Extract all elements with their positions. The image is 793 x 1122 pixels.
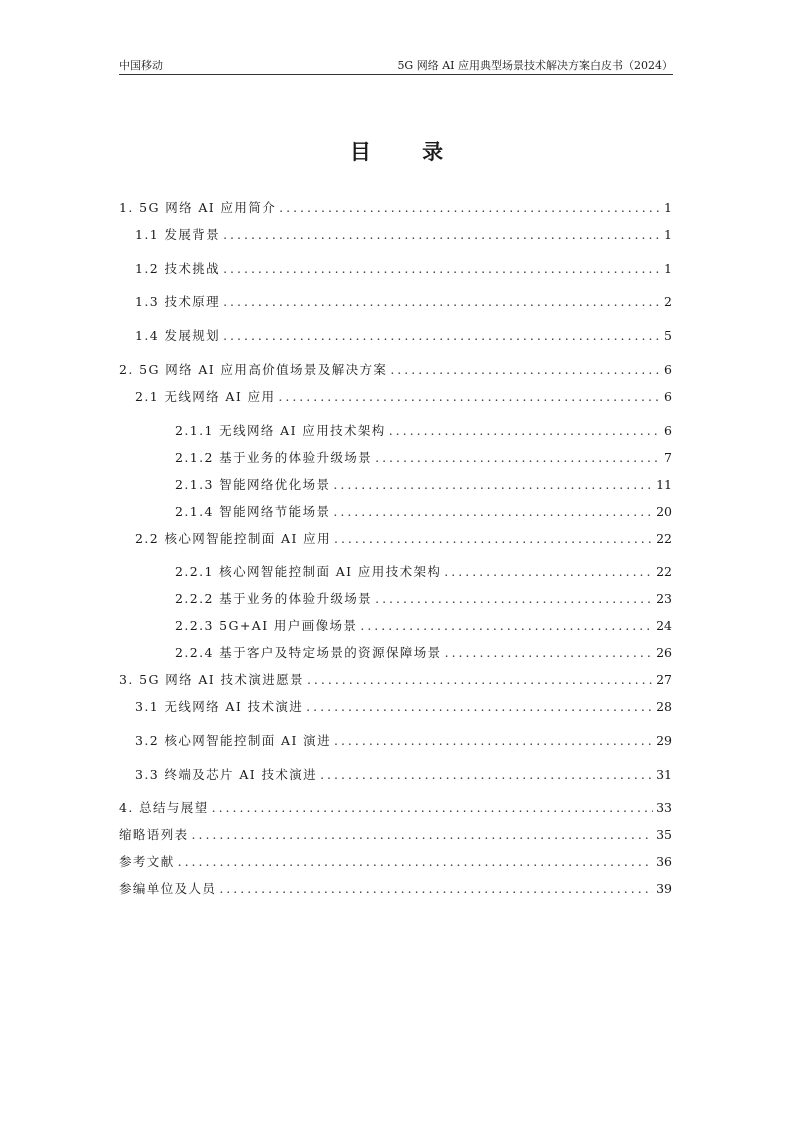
toc-entry[interactable]: 2.2.3 5G+AI 用户画像场景 ..... 24	[175, 617, 672, 635]
toc-page-number: 28	[656, 699, 672, 714]
toc-page-number: 27	[656, 672, 672, 687]
toc-page-number: 2	[664, 294, 672, 309]
toc-entry[interactable]: 3. 5G 网络 AI 技术演进愿景 ..... 27	[119, 671, 672, 689]
toc-entry[interactable]: 3.2 核心网智能控制面 AI 演进 ..... 29	[135, 732, 672, 750]
toc-entry[interactable]: 2.1.1 无线网络 AI 应用技术架构 ..... 6	[175, 422, 672, 440]
toc-entry[interactable]: 2.1.3 智能网络优化场景 ..... 11	[175, 476, 672, 494]
toc-page-number: 29	[656, 733, 672, 748]
header-document-title: 5G 网络 AI 应用典型场景技术解决方案白皮书（2024）	[397, 59, 673, 72]
toc-page-number: 11	[656, 477, 672, 492]
toc-entry[interactable]: 2.2.1 核心网智能控制面 AI 应用技术架构 ..... 22	[175, 563, 672, 581]
toc-entry[interactable]: 1. 5G 网络 AI 应用简介 ..... 1	[119, 199, 672, 217]
toc-entry[interactable]: 1.4 发展规划 ..... 5	[135, 327, 672, 345]
toc-entry[interactable]: 3.1 无线网络 AI 技术演进 ..... 28	[135, 698, 672, 716]
toc-entry[interactable]: 1.2 技术挑战 ..... 1	[135, 260, 672, 278]
toc-page-number: 1	[664, 227, 672, 242]
toc-page-number: 6	[664, 389, 672, 404]
toc-page-number: 26	[656, 645, 672, 660]
toc-page-number: 23	[656, 591, 672, 606]
toc-entry[interactable]: 1.3 技术原理 ..... 2	[135, 293, 672, 311]
toc-page-number: 1	[664, 261, 672, 276]
toc-page-number: 24	[656, 618, 672, 633]
toc-page-number: 33	[656, 800, 672, 815]
toc-entry[interactable]: 2.1 无线网络 AI 应用 ..... 6	[135, 388, 672, 406]
toc-page-number: 36	[656, 854, 672, 869]
toc-entry[interactable]: 3.3 终端及芯片 AI 技术演进 ..... 31	[135, 766, 672, 784]
toc-entry[interactable]: 2.1.2 基于业务的体验升级场景 ..... 7	[175, 449, 672, 467]
toc-title: 目 录	[349, 139, 466, 164]
toc-page-number: 7	[664, 450, 672, 465]
toc-entry[interactable]: 缩略语列表 ..... 35	[119, 826, 672, 844]
toc-page-number: 22	[656, 531, 672, 546]
toc-page-number: 6	[664, 423, 672, 438]
toc-page-number: 35	[656, 827, 672, 842]
toc-page-number: 20	[656, 504, 672, 519]
toc-entry[interactable]: 4. 总结与展望 ..... 33	[119, 799, 672, 817]
toc-page-number: 22	[656, 564, 672, 579]
toc-page-number: 1	[664, 200, 672, 215]
toc-page-number: 39	[656, 881, 672, 896]
toc-entry[interactable]: 2.2.2 基于业务的体验升级场景 ..... 23	[175, 590, 672, 608]
toc-entry[interactable]: 2.1.4 智能网络节能场景 ..... 20	[175, 503, 672, 521]
toc-entry[interactable]: 2.2.4 基于客户及特定场景的资源保障场景 ..... 26	[175, 644, 672, 662]
toc-entry[interactable]: 2. 5G 网络 AI 应用高价值场景及解决方案 ..... 6	[119, 361, 672, 379]
toc-page-number: 5	[664, 328, 672, 343]
header-organization: 中国移动	[119, 59, 163, 72]
toc-entry[interactable]: 1.1 发展背景 ..... 1	[135, 226, 672, 244]
toc-entry[interactable]: 参考文献 ..... 36	[119, 853, 672, 871]
toc-entry[interactable]: 参编单位及人员 ..... 39	[119, 880, 672, 898]
toc-entry[interactable]: 2.2 核心网智能控制面 AI 应用 ..... 22	[135, 530, 672, 548]
toc-page-number: 31	[656, 767, 672, 782]
toc-page-number: 6	[664, 362, 672, 377]
